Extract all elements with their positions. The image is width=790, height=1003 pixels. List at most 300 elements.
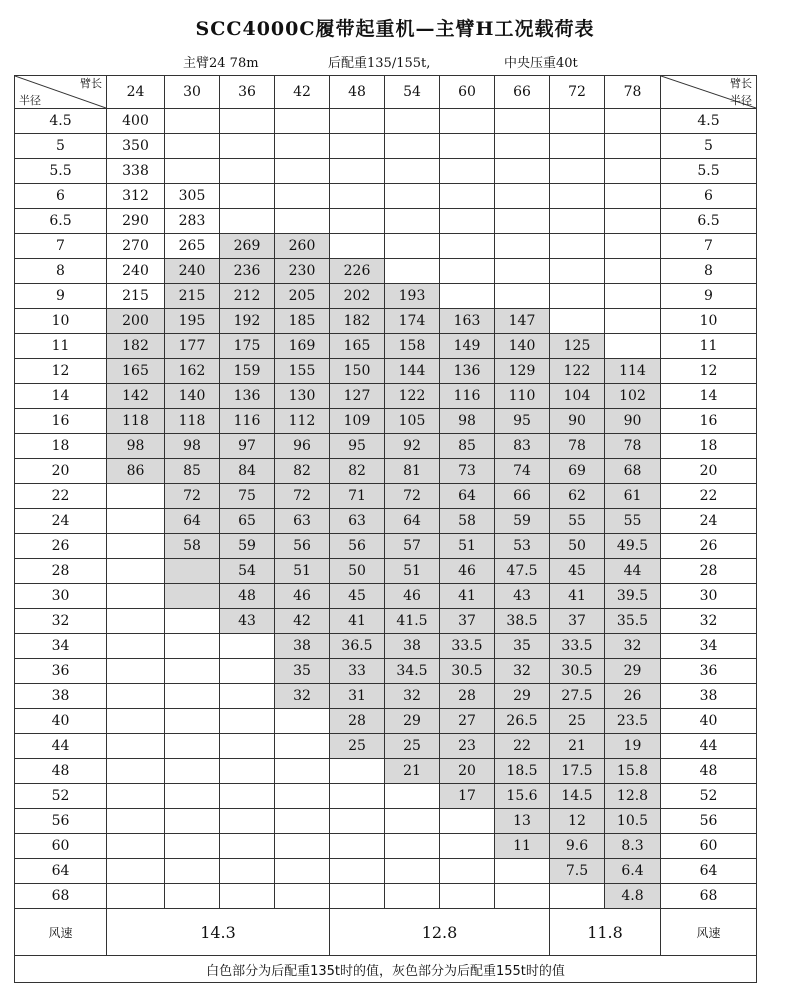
table-row <box>15 659 757 684</box>
load-cell <box>275 784 330 809</box>
load-cell: 26.5 <box>495 709 550 734</box>
load-cell <box>330 784 385 809</box>
load-cell <box>550 234 605 259</box>
radius-cell-right: 22 <box>661 484 757 509</box>
wind-speed-value: 14.3 <box>107 909 330 956</box>
radius-cell: 48 <box>15 759 107 784</box>
radius-cell: 6.5 <box>15 209 107 234</box>
footnote: 白色部分为后配重135t时的值，灰色部分为后配重155t时的值 <box>15 956 757 983</box>
load-cell <box>275 734 330 759</box>
load-cell: 58 <box>165 534 220 559</box>
radius-cell: 30 <box>15 584 107 609</box>
radius-cell-right: 38 <box>661 684 757 709</box>
load-cell: 75 <box>220 484 275 509</box>
load-cell: 149 <box>440 334 495 359</box>
load-cell: 28 <box>440 684 495 709</box>
radius-cell: 5 <box>15 134 107 159</box>
load-cell <box>165 734 220 759</box>
load-cell: 192 <box>220 309 275 334</box>
load-cell: 47.5 <box>495 559 550 584</box>
load-cell: 51 <box>440 534 495 559</box>
load-cell <box>495 209 550 234</box>
load-cell: 109 <box>330 409 385 434</box>
load-cell <box>550 284 605 309</box>
load-cell <box>440 809 495 834</box>
load-cell: 51 <box>275 559 330 584</box>
load-cell: 55 <box>550 509 605 534</box>
load-cell <box>275 109 330 134</box>
load-cell: 158 <box>385 334 440 359</box>
radius-header-right: 半径 <box>730 94 752 107</box>
load-cell <box>220 884 275 909</box>
radius-cell: 5.5 <box>15 159 107 184</box>
load-cell <box>605 234 661 259</box>
load-cell: 30.5 <box>550 659 605 684</box>
load-cell <box>495 134 550 159</box>
load-cell <box>550 184 605 209</box>
load-cell: 10.5 <box>605 809 661 834</box>
load-cell: 144 <box>385 359 440 384</box>
load-cell <box>107 609 165 634</box>
table-row <box>15 584 757 609</box>
load-cell: 95 <box>495 409 550 434</box>
load-cell <box>330 209 385 234</box>
radius-cell-right: 34 <box>661 634 757 659</box>
load-cell: 30.5 <box>440 659 495 684</box>
load-cell: 15.8 <box>605 759 661 784</box>
load-cell: 48 <box>220 584 275 609</box>
load-cell: 142 <box>107 384 165 409</box>
load-cell <box>550 259 605 284</box>
load-cell <box>220 684 275 709</box>
load-cell: 41 <box>440 584 495 609</box>
load-cell: 46 <box>275 584 330 609</box>
load-cell <box>107 809 165 834</box>
load-cell: 22 <box>495 734 550 759</box>
radius-cell: 7 <box>15 234 107 259</box>
radius-cell: 11 <box>15 334 107 359</box>
load-cell: 38 <box>275 634 330 659</box>
table-row <box>15 784 757 809</box>
load-cell: 84 <box>220 459 275 484</box>
load-cell <box>165 559 220 584</box>
load-cell: 58 <box>440 509 495 534</box>
load-cell: 55 <box>605 509 661 534</box>
load-cell: 4.8 <box>605 884 661 909</box>
load-cell <box>495 109 550 134</box>
load-cell: 102 <box>605 384 661 409</box>
load-cell <box>165 784 220 809</box>
load-cell: 92 <box>385 434 440 459</box>
load-cell: 290 <box>107 209 165 234</box>
load-cell: 42 <box>275 609 330 634</box>
load-cell <box>440 284 495 309</box>
load-cell: 64 <box>440 484 495 509</box>
table-row <box>15 559 757 584</box>
load-cell: 205 <box>275 284 330 309</box>
load-cell <box>275 159 330 184</box>
load-cell <box>495 259 550 284</box>
load-chart-table <box>14 75 757 983</box>
load-cell <box>165 609 220 634</box>
load-cell: 136 <box>220 384 275 409</box>
load-cell: 23.5 <box>605 709 661 734</box>
radius-cell: 24 <box>15 509 107 534</box>
load-cell: 29 <box>385 709 440 734</box>
load-cell: 96 <box>275 434 330 459</box>
load-cell: 312 <box>107 184 165 209</box>
load-cell <box>107 884 165 909</box>
load-cell: 56 <box>330 534 385 559</box>
load-cell: 12.8 <box>605 784 661 809</box>
load-cell <box>385 209 440 234</box>
central-ballast-label: 中央压重40t <box>504 56 578 71</box>
load-cell: 127 <box>330 384 385 409</box>
load-cell: 59 <box>495 509 550 534</box>
load-cell <box>107 734 165 759</box>
radius-cell-right: 14 <box>661 384 757 409</box>
load-cell: 32 <box>385 684 440 709</box>
radius-cell: 12 <box>15 359 107 384</box>
wind-speed-label-right: 风速 <box>661 909 757 956</box>
load-cell: 193 <box>385 284 440 309</box>
load-cell <box>107 709 165 734</box>
load-cell: 35.5 <box>605 609 661 634</box>
load-cell <box>165 584 220 609</box>
table-row <box>15 259 757 284</box>
load-cell: 159 <box>220 359 275 384</box>
load-cell: 270 <box>107 234 165 259</box>
header-corner-left <box>15 76 107 109</box>
radius-cell-right: 10 <box>661 309 757 334</box>
load-cell: 104 <box>550 384 605 409</box>
table-row <box>15 509 757 534</box>
load-cell <box>220 709 275 734</box>
radius-cell: 40 <box>15 709 107 734</box>
load-cell <box>605 109 661 134</box>
radius-cell-right: 64 <box>661 859 757 884</box>
radius-cell: 16 <box>15 409 107 434</box>
load-cell <box>605 309 661 334</box>
radius-cell-right: 20 <box>661 459 757 484</box>
load-cell: 43 <box>220 609 275 634</box>
load-cell: 230 <box>275 259 330 284</box>
load-cell: 116 <box>440 384 495 409</box>
table-row <box>15 684 757 709</box>
load-cell: 39.5 <box>605 584 661 609</box>
load-cell: 53 <box>495 534 550 559</box>
table-row <box>15 184 757 209</box>
load-cell <box>275 834 330 859</box>
load-cell: 125 <box>550 334 605 359</box>
radius-cell: 28 <box>15 559 107 584</box>
radius-cell: 6 <box>15 184 107 209</box>
load-cell: 98 <box>107 434 165 459</box>
load-cell: 69 <box>550 459 605 484</box>
load-cell <box>220 759 275 784</box>
load-cell <box>440 259 495 284</box>
load-cell <box>275 759 330 784</box>
load-cell: 265 <box>165 234 220 259</box>
load-cell: 33 <box>330 659 385 684</box>
header-row <box>15 76 757 109</box>
load-cell: 9.6 <box>550 834 605 859</box>
load-cell <box>107 534 165 559</box>
load-cell <box>385 784 440 809</box>
load-cell <box>605 134 661 159</box>
load-cell: 23 <box>440 734 495 759</box>
load-cell: 236 <box>220 259 275 284</box>
boom-length-36: 36 <box>220 76 275 109</box>
load-cell <box>107 509 165 534</box>
radius-cell-right: 4.5 <box>661 109 757 134</box>
load-cell: 114 <box>605 359 661 384</box>
load-cell: 68 <box>605 459 661 484</box>
boom-length-30: 30 <box>165 76 220 109</box>
load-cell: 61 <box>605 484 661 509</box>
load-cell <box>220 634 275 659</box>
boom-length-header: 臂长 <box>80 77 102 90</box>
load-cell: 12 <box>550 809 605 834</box>
load-cell: 72 <box>385 484 440 509</box>
load-cell: 7.5 <box>550 859 605 884</box>
load-cell: 32 <box>275 684 330 709</box>
load-cell <box>440 834 495 859</box>
boom-length-72: 72 <box>550 76 605 109</box>
load-cell: 37 <box>550 609 605 634</box>
load-cell: 122 <box>385 384 440 409</box>
table-row <box>15 884 757 909</box>
load-cell: 118 <box>107 409 165 434</box>
load-cell: 45 <box>330 584 385 609</box>
table-row <box>15 284 757 309</box>
load-cell: 162 <box>165 359 220 384</box>
load-cell: 110 <box>495 384 550 409</box>
load-cell <box>550 884 605 909</box>
load-cell <box>220 134 275 159</box>
radius-cell-right: 30 <box>661 584 757 609</box>
radius-cell: 10 <box>15 309 107 334</box>
radius-cell-right: 18 <box>661 434 757 459</box>
load-cell <box>275 709 330 734</box>
radius-cell-right: 44 <box>661 734 757 759</box>
table-row <box>15 534 757 559</box>
load-cell <box>165 859 220 884</box>
load-cell: 25 <box>550 709 605 734</box>
load-cell <box>495 184 550 209</box>
load-cell: 46 <box>440 559 495 584</box>
table-row <box>15 609 757 634</box>
load-cell <box>330 184 385 209</box>
load-cell <box>330 134 385 159</box>
load-cell <box>385 884 440 909</box>
load-cell: 74 <box>495 459 550 484</box>
load-cell: 72 <box>275 484 330 509</box>
table-row <box>15 409 757 434</box>
load-cell <box>550 159 605 184</box>
page-title: SCC4000C履带起重机—主臂H工况载荷表 <box>195 18 595 40</box>
table-row <box>15 834 757 859</box>
load-cell: 129 <box>495 359 550 384</box>
table-row <box>15 809 757 834</box>
load-cell: 26 <box>605 684 661 709</box>
table-row <box>15 109 757 134</box>
load-cell: 63 <box>330 509 385 534</box>
load-cell <box>550 209 605 234</box>
load-cell: 29 <box>605 659 661 684</box>
radius-cell-right: 8 <box>661 259 757 284</box>
radius-cell-right: 12 <box>661 359 757 384</box>
load-cell <box>495 884 550 909</box>
load-cell: 200 <box>107 309 165 334</box>
table-row <box>15 484 757 509</box>
load-cell: 66 <box>495 484 550 509</box>
load-cell: 260 <box>275 234 330 259</box>
radius-cell: 20 <box>15 459 107 484</box>
load-cell: 38.5 <box>495 609 550 634</box>
radius-cell-right: 40 <box>661 709 757 734</box>
load-cell <box>107 559 165 584</box>
load-cell <box>275 184 330 209</box>
load-cell <box>385 234 440 259</box>
load-cell <box>165 109 220 134</box>
load-cell: 63 <box>275 509 330 534</box>
load-cell: 27.5 <box>550 684 605 709</box>
load-cell <box>220 659 275 684</box>
load-cell <box>107 684 165 709</box>
radius-cell: 26 <box>15 534 107 559</box>
load-cell <box>165 834 220 859</box>
load-cell <box>440 884 495 909</box>
table-row <box>15 734 757 759</box>
load-cell <box>220 209 275 234</box>
load-cell: 305 <box>165 184 220 209</box>
load-cell: 25 <box>330 734 385 759</box>
load-cell: 59 <box>220 534 275 559</box>
load-cell <box>550 109 605 134</box>
load-cell: 182 <box>107 334 165 359</box>
load-cell <box>385 834 440 859</box>
radius-cell-right: 60 <box>661 834 757 859</box>
radius-cell-right: 6.5 <box>661 209 757 234</box>
load-cell <box>330 759 385 784</box>
load-cell <box>440 159 495 184</box>
load-cell <box>605 284 661 309</box>
load-cell: 33.5 <box>440 634 495 659</box>
load-cell: 283 <box>165 209 220 234</box>
load-cell: 122 <box>550 359 605 384</box>
load-cell <box>330 834 385 859</box>
load-cell: 13 <box>495 809 550 834</box>
load-cell: 155 <box>275 359 330 384</box>
wind-speed-value: 12.8 <box>330 909 550 956</box>
radius-cell: 56 <box>15 809 107 834</box>
table-row <box>15 634 757 659</box>
load-cell: 37 <box>440 609 495 634</box>
load-cell <box>330 234 385 259</box>
load-cell: 83 <box>495 434 550 459</box>
load-cell <box>605 334 661 359</box>
load-cell: 17 <box>440 784 495 809</box>
wind-speed-value: 11.8 <box>550 909 661 956</box>
load-cell: 95 <box>330 434 385 459</box>
load-cell <box>495 234 550 259</box>
load-cell: 175 <box>220 334 275 359</box>
load-cell <box>165 884 220 909</box>
wind-speed-row <box>15 909 757 956</box>
load-cell <box>550 309 605 334</box>
load-cell <box>220 859 275 884</box>
radius-cell: 9 <box>15 284 107 309</box>
load-cell <box>495 284 550 309</box>
load-cell: 45 <box>550 559 605 584</box>
load-cell <box>440 234 495 259</box>
load-cell <box>165 684 220 709</box>
load-cell: 17.5 <box>550 759 605 784</box>
radius-cell-right: 48 <box>661 759 757 784</box>
load-cell <box>385 109 440 134</box>
load-cell: 165 <box>330 334 385 359</box>
table-row <box>15 759 757 784</box>
load-cell <box>495 159 550 184</box>
load-cell: 35 <box>495 634 550 659</box>
load-cell <box>220 809 275 834</box>
load-cell: 54 <box>220 559 275 584</box>
load-cell: 50 <box>330 559 385 584</box>
load-cell: 85 <box>165 459 220 484</box>
load-cell: 195 <box>165 309 220 334</box>
load-cell: 177 <box>165 334 220 359</box>
load-cell: 50 <box>550 534 605 559</box>
boom-length-header-right: 臂长 <box>730 77 752 90</box>
radius-cell: 68 <box>15 884 107 909</box>
table-row <box>15 359 757 384</box>
load-cell: 212 <box>220 284 275 309</box>
load-cell <box>385 809 440 834</box>
radius-cell: 14 <box>15 384 107 409</box>
load-cell: 65 <box>220 509 275 534</box>
load-cell <box>440 859 495 884</box>
load-cell: 147 <box>495 309 550 334</box>
load-cell: 35 <box>275 659 330 684</box>
boom-length-78: 78 <box>605 76 661 109</box>
load-cell: 215 <box>165 284 220 309</box>
load-cell: 98 <box>440 409 495 434</box>
load-cell: 118 <box>165 409 220 434</box>
load-cell <box>107 834 165 859</box>
load-cell <box>385 184 440 209</box>
load-cell: 82 <box>275 459 330 484</box>
load-cell: 27 <box>440 709 495 734</box>
table-row <box>15 209 757 234</box>
load-cell <box>330 809 385 834</box>
load-cell: 21 <box>385 759 440 784</box>
load-cell: 150 <box>330 359 385 384</box>
load-cell <box>275 809 330 834</box>
load-cell: 18.5 <box>495 759 550 784</box>
load-cell: 15.6 <box>495 784 550 809</box>
radius-cell-right: 7 <box>661 234 757 259</box>
load-cell <box>330 884 385 909</box>
load-cell <box>550 134 605 159</box>
load-cell: 240 <box>165 259 220 284</box>
table-row <box>15 459 757 484</box>
configuration-line <box>0 52 790 74</box>
load-cell <box>275 859 330 884</box>
load-cell: 163 <box>440 309 495 334</box>
load-cell <box>107 659 165 684</box>
load-cell <box>220 834 275 859</box>
